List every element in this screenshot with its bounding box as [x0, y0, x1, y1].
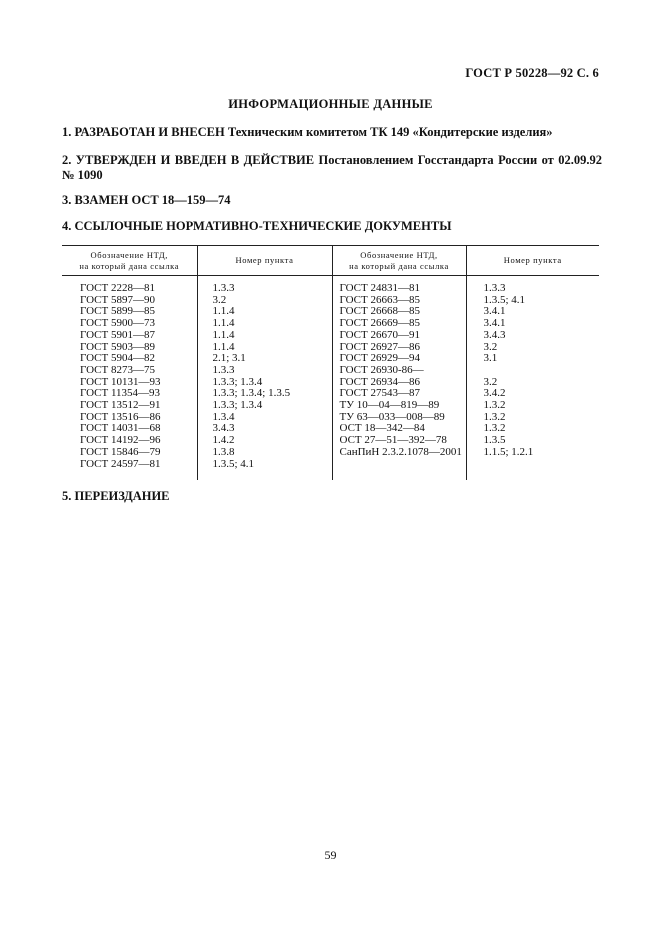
right-doc-cell: ГОСТ 26663—85 [332, 295, 466, 307]
table-row [62, 276, 599, 295]
section-2-text-line1: Постановлением Госстандарта России от 02.09.92 [318, 153, 603, 167]
col-header-item-right: Номер пункта [466, 246, 599, 276]
left-doc-cell: ГОСТ 5899—85 [62, 306, 197, 318]
left-item-cell: 3.4.3 [197, 423, 332, 435]
right-item-cell: 1.3.5 [483, 434, 506, 447]
right-item-cell: 3.4.1 [483, 317, 506, 330]
right-item-cell: 1.3.3 [483, 282, 506, 294]
section-2 [62, 153, 602, 183]
col-header-designation-line1: Обозначение НТД, [90, 249, 168, 260]
left-item-cell: 1.1.4 [197, 318, 332, 330]
section-5-heading: 5. ПЕРЕИЗДАНИЕ [62, 489, 170, 503]
left-doc-cell: ГОСТ 13512—91 [62, 400, 197, 412]
left-doc-cell: ГОСТ 5904—82 [62, 353, 197, 365]
right-item-cell: 1.3.2 [483, 422, 506, 435]
section-3 [62, 193, 602, 208]
section-1-text: Техническим комитетом ТК 149 «Кондитерские изделия» [227, 125, 553, 139]
right-item-cell: 3.4.3 [483, 328, 506, 341]
left-doc-cell: ГОСТ 5903—89 [62, 342, 197, 354]
table-row [62, 459, 599, 481]
left-doc-cell: ГОСТ 10131—93 [62, 377, 197, 389]
left-item-cell: 1.3.3; 1.3.4 [197, 400, 332, 412]
right-item-cell: 3.1 [483, 352, 498, 365]
right-item-cell: 1.3.2 [483, 410, 506, 423]
left-doc-cell: ГОСТ 2228—81 [62, 276, 197, 295]
section-1-heading: 1. РАЗРАБОТАН И ВНЕСЕН [62, 125, 225, 139]
right-item-cell [466, 365, 599, 377]
left-doc-cell: ГОСТ 5897—90 [62, 295, 197, 307]
right-item-cell: 3.2 [483, 340, 498, 353]
col-header-designation-right [332, 246, 466, 276]
table-header-row [62, 246, 599, 276]
right-item-cell: 1.1.5; 1.2.1 [483, 445, 534, 458]
section-5 [62, 489, 602, 504]
left-item-cell: 1.1.4 [197, 330, 332, 342]
section-4 [62, 219, 602, 234]
page-number: 59 [324, 848, 337, 862]
right-item-cell: 1.3.2 [483, 399, 506, 412]
left-item-cell: 1.3.8 [197, 447, 332, 459]
right-doc-cell: ГОСТ 26934—86 [332, 377, 466, 389]
left-doc-cell: ГОСТ 5901—87 [62, 330, 197, 342]
right-doc-cell: ГОСТ 26670—91 [332, 330, 466, 342]
right-doc-cell: ГОСТ 26930-86— [332, 365, 466, 377]
right-doc-cell: ГОСТ 26668—85 [332, 306, 466, 318]
left-doc-cell: ГОСТ 8273—75 [62, 365, 197, 377]
left-doc-cell: ГОСТ 15846—79 [62, 447, 197, 459]
left-item-cell: 1.3.3; 1.3.4; 1.3.5 [197, 388, 332, 400]
right-item-cell: 3.2 [483, 375, 498, 388]
right-doc-cell: ТУ 63—033—008—89 [332, 412, 466, 424]
table-row [62, 447, 599, 459]
right-doc-cell: ГОСТ 26669—85 [332, 318, 466, 330]
page-title: ИНФОРМАЦИОННЫЕ ДАННЫЕ [228, 97, 433, 111]
left-item-cell: 1.3.3 [197, 365, 332, 377]
right-doc-cell: ГОСТ 26929—94 [332, 353, 466, 365]
left-item-cell: 1.3.3; 1.3.4 [197, 377, 332, 389]
right-doc-cell: ОСТ 27—51—392—78 [332, 435, 466, 447]
right-doc-cell: ГОСТ 27543—87 [332, 388, 466, 400]
section-3-heading: 3. ВЗАМЕН ОСТ 18—159—74 [62, 193, 231, 207]
col-header-designation-left [62, 246, 197, 276]
document-reference: ГОСТ Р 50228—92 С. 6 [465, 66, 599, 80]
col-header-item-left: Номер пункта [197, 246, 332, 276]
right-item-cell: 3.4.1 [483, 305, 506, 318]
col-header-designation-line2: на который дана ссылка [349, 260, 449, 271]
left-doc-cell: ГОСТ 24597—81 [62, 459, 197, 481]
right-item-cell: 3.4.2 [483, 387, 506, 400]
col-header-designation-line2: на который дана ссылка [79, 260, 180, 271]
right-doc-cell: ГОСТ 24831—81 [332, 276, 466, 295]
references-table [62, 245, 599, 480]
left-item-cell: 1.4.2 [197, 435, 332, 447]
section-4-heading: 4. ССЫЛОЧНЫЕ НОРМАТИВНО-ТЕХНИЧЕСКИЕ ДОКУМЕНТЫ [62, 219, 452, 233]
left-item-cell: 3.2 [197, 295, 332, 307]
section-2-heading: 2. УТВЕРЖДЕН И ВВЕДЕН В ДЕЙСТВИЕ [62, 153, 315, 167]
left-doc-cell: ГОСТ 11354—93 [62, 388, 197, 400]
left-doc-cell: ГОСТ 14031—68 [62, 423, 197, 435]
right-doc-cell: ОСТ 18—342—84 [332, 423, 466, 435]
section-1 [62, 125, 602, 140]
section-2-text-line2: № 1090 [62, 168, 103, 182]
left-item-cell: 1.1.4 [197, 342, 332, 354]
left-doc-cell: ГОСТ 13516—86 [62, 412, 197, 424]
table-row [62, 330, 599, 342]
table-row [62, 365, 599, 377]
right-item-cell [466, 459, 599, 481]
left-item-cell: 2.1; 3.1 [197, 353, 332, 365]
left-doc-cell: ГОСТ 14192—96 [62, 435, 197, 447]
right-doc-cell: ТУ 10—04—819—89 [332, 400, 466, 412]
col-header-designation-line1: Обозначение НТД, [360, 249, 438, 260]
right-doc-cell: ГОСТ 26927—86 [332, 342, 466, 354]
left-item-cell: 1.3.3 [197, 276, 332, 295]
left-item-cell: 1.3.4 [197, 412, 332, 424]
table-row [62, 400, 599, 412]
right-item-cell: 1.3.5; 4.1 [483, 293, 526, 306]
left-doc-cell: ГОСТ 5900—73 [62, 318, 197, 330]
right-doc-cell: СанПиН 2.3.2.1078—2001 [332, 447, 466, 459]
left-item-cell: 1.1.4 [197, 306, 332, 318]
section-2-line-1 [62, 153, 602, 168]
right-doc-cell [332, 459, 466, 481]
left-item-cell: 1.3.5; 4.1 [197, 459, 332, 481]
